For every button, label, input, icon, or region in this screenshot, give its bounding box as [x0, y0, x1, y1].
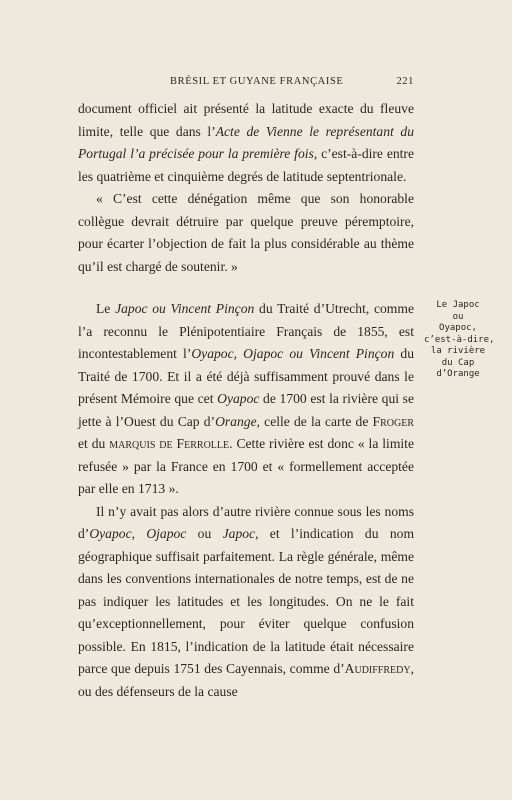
text-run: ou — [186, 526, 223, 541]
text-run: et du — [78, 436, 110, 451]
italic-run: Japoc ou Vincent Pinçon — [115, 301, 255, 316]
text-run: de 1700 est la rivière qui se jette à l’Ouest du Cap d’ — [78, 391, 414, 429]
paragraph-4 — [78, 501, 414, 704]
running-title: BRÉSIL ET GUYANE FRANÇAISE — [170, 76, 344, 87]
margin-note-line: Oyapoc, — [439, 323, 477, 333]
italic-run: Japoc — [222, 526, 256, 541]
smallcaps-run: Audiffredy — [344, 661, 411, 676]
margin-note — [424, 300, 495, 381]
text-run: document officiel ait présenté la latitude exacte du fleuve limite, telle que dans l’ — [78, 101, 414, 139]
page-number: 221 — [396, 76, 414, 87]
margin-note-line: Le Japoc — [436, 300, 480, 310]
text-run: du Traité de 1700. Et il a été déjà suffisamment prouvé dans le présent Mémoire que cet — [78, 346, 414, 406]
margin-note-line: ou — [452, 311, 464, 322]
italic-run: Oyapoc, Ojapoc ou Vincent Pinçon — [191, 346, 395, 361]
margin-note-line: du Cap — [441, 357, 475, 368]
paragraph-2: « C’est cette dénégation même que son honorable collègue devrait détruire par quelque preuve péremptoire, pour écarter l’objection de fait la plus considérable au thème qu’il est chargé de soutenir. » — [78, 191, 414, 274]
margin-note-line: la rivière — [430, 346, 486, 356]
body-text — [78, 98, 414, 703]
paragraph-3 — [78, 298, 414, 501]
text-run: , ou des défenseurs de la cause — [78, 661, 414, 699]
italic-run: Oyapoc, Ojapoc — [89, 526, 187, 541]
smallcaps-run: marquis de Ferrolle — [109, 436, 230, 451]
text-run: , et l’indication du nom géographique suffisait parfaitement. La règle générale, même dans les conventions internationales de notre temps, est de ne pas indiquer les latitudes et les longitudes. On ne le fait qu’exceptionnellement, pour éviter quelque confusion possible. En 1815, l’indication de la latitude était nécessaire parce que depuis 1751 des Cayennais, comme d’ — [78, 526, 415, 676]
margin-note-line: d’Orange — [436, 369, 480, 379]
text-run: Il n’y avait pas alors d’autre rivière connue sous les noms d’ — [78, 503, 414, 541]
text-run: , celle de la carte de — [256, 413, 373, 429]
text-run: du Traité d’Utrecht, comme l’a reconnu le Plénipotentiaire Français de 1855, est incontestablement l’ — [78, 301, 414, 361]
italic-run: Acte de Vienne le représentant du Portugal l’a précisée pour la première fois — [78, 123, 414, 161]
paragraph-gap — [78, 278, 414, 298]
smallcaps-run: Froger — [372, 413, 414, 429]
margin-note-line: c’est-à-dire, — [424, 334, 495, 345]
text-run: . Cette rivière est donc « la limite refusée » par la France en 1700 et « formellement acceptée par elle en 1713 ». — [78, 436, 414, 496]
text-run: , c’est-à-dire entre les quatrième et cinquième degrés de latitude septentrionale. — [78, 146, 414, 184]
italic-run: Orange — [215, 413, 257, 429]
italic-run: Oyapoc — [217, 391, 260, 406]
text-run: Le — [96, 301, 116, 316]
paragraph-1 — [78, 98, 414, 188]
